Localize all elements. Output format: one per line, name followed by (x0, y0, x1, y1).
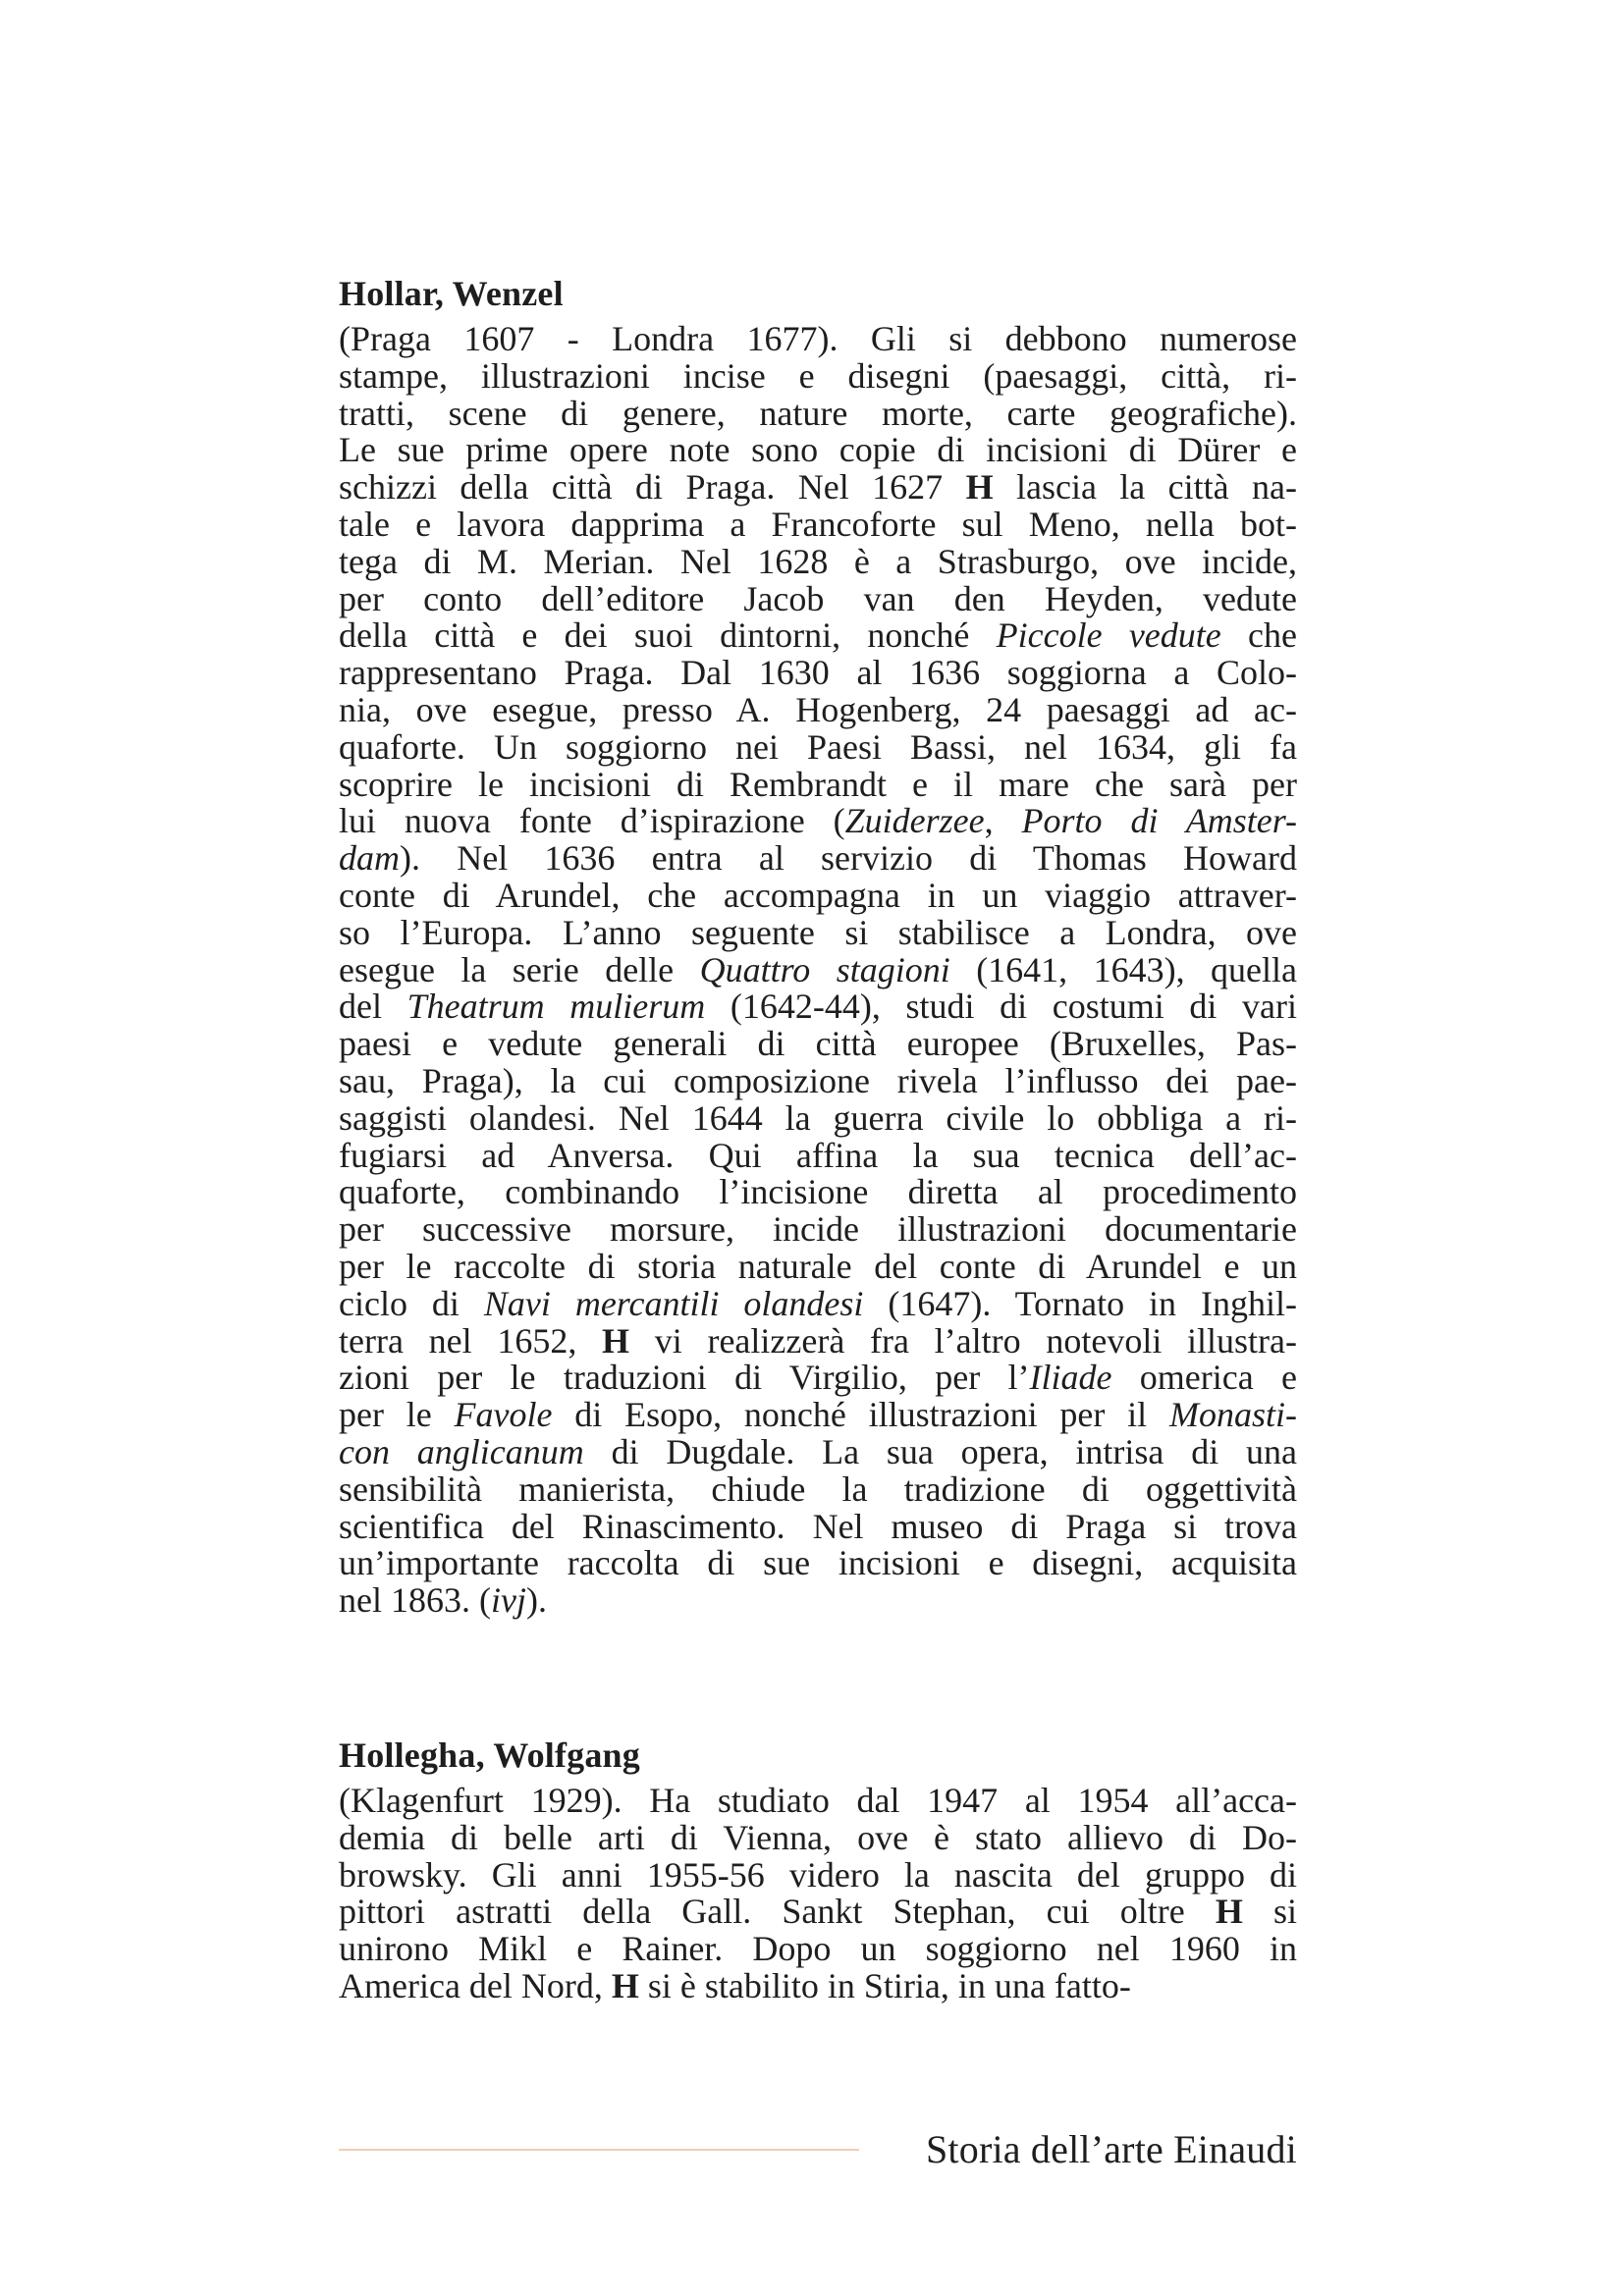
text-run: unirono Mikl e Rainer. Dopo un soggiorno nel 1960 in (339, 1929, 1297, 1969)
text-run: scientifica del Rinascimento. Nel museo di Praga si trova (339, 1506, 1297, 1546)
text-line (339, 1931, 1297, 1968)
text-run: terra nel 1652, (339, 1320, 603, 1361)
text-line (339, 875, 1297, 915)
text-run: stampe, illustrazioni incise e disegni (paesaggi, città, ri- (339, 355, 1297, 396)
text-run: so l’Europa. L’anno seguente si stabilisce a Londra, ove (339, 912, 1297, 952)
text-line (339, 1174, 1297, 1211)
text-run: rappresentano Praga. Dal 1630 al 1636 soggiorna a Colo- (339, 653, 1297, 693)
text-run: lascia la città na- (993, 467, 1297, 507)
text-run: di Esopo, nonché illustrazioni per il (552, 1395, 1169, 1435)
text-line (339, 1817, 1297, 1857)
text-line (339, 1097, 1297, 1138)
text-run: vi realizzerà fra l’altro notevoli illustra- (629, 1320, 1297, 1361)
text-run: paesi e vedute generali di città europee (Bruxelles, Pas- (339, 1024, 1297, 1064)
text-line (339, 1965, 1297, 2005)
italic-run: dam (339, 838, 400, 879)
text-run: nel 1863. ( (339, 1580, 491, 1621)
text-line (339, 949, 1298, 989)
text-run: browsky. Gli anni 1955-56 videro la nascita del gruppo di (339, 1854, 1297, 1895)
italic-run: Favole (454, 1395, 553, 1435)
italic-run: Zuiderzee (844, 801, 985, 841)
text-run: quaforte. Un soggiorno nei Paesi Bassi, nel 1634, gli fa (339, 726, 1297, 767)
italic-run: con anglicanum (339, 1431, 584, 1471)
text-run: di Dugdale. La sua opera, intrisa di una (583, 1431, 1297, 1471)
italic-run: Quattro stagioni (699, 949, 950, 989)
text-run: tale e lavora dapprima a Francoforte sul Meno, nella bot- (339, 504, 1297, 544)
italic-run: Monasti- (1169, 1395, 1297, 1435)
text-line (339, 1431, 1297, 1471)
text-run: demia di belle arti di Vienna, ove è stato allievo di Do- (339, 1817, 1297, 1857)
footer-publisher: Storia dell’arte Einaudi (925, 2127, 1297, 2171)
text-line (339, 578, 1297, 618)
text-run: quaforte, combinando l’incisione diretta al procedimento (339, 1172, 1297, 1212)
bold-run: H (602, 1320, 630, 1361)
text-run: sensibilità manierista, chiude la tradizione di oggettività (339, 1468, 1297, 1509)
bold-run: H (965, 467, 994, 507)
text-line (339, 840, 1297, 878)
text-line (339, 1854, 1297, 1895)
text-line (339, 726, 1297, 767)
text-run: tratti, scene di genere, nature morte, carte geografiche). (339, 393, 1297, 433)
text-run: ). (525, 1580, 547, 1621)
text-run: per successive morsure, incide illustrazioni documentarie (339, 1209, 1297, 1250)
text-line (339, 1135, 1297, 1175)
text-line (339, 1360, 1297, 1397)
italic-run: ivj (490, 1580, 526, 1621)
text-line (339, 1545, 1297, 1582)
text-run: pittori astratti della Gall. Sankt Stephan, cui oltre (339, 1892, 1216, 1932)
text-line (339, 988, 1297, 1026)
text-run: ciclo di (339, 1283, 484, 1323)
entry-hollar-wenzel (339, 267, 1297, 1620)
text-run: per conto dell’editore Jacob van den Heyden, vedute (339, 578, 1297, 618)
italic-run: Navi mercantili olandesi (483, 1283, 864, 1323)
text-line (339, 1246, 1297, 1286)
text-line (339, 689, 1297, 729)
text-run: Le sue prime opere note sono copie di incisioni di Dürer e (339, 430, 1297, 470)
text-run: scoprire le incisioni di Rembrandt e il mare che sarà per (339, 764, 1297, 804)
text-line (339, 1320, 1297, 1361)
text-run: conte di Arundel, che accompagna in un viaggio attraver- (339, 875, 1297, 915)
text-run: (Praga 1607 - Londra 1677). Gli si debbono numerose (339, 319, 1297, 358)
text-run: (1642-44), studi di costumi di vari (705, 987, 1298, 1027)
text-line (339, 1283, 1297, 1323)
italic-run: Piccole vedute (996, 615, 1221, 656)
text-run: (Klagenfurt 1929). Ha studiato dal 1947 al 1954 all’acca- (339, 1781, 1297, 1820)
text-line (339, 393, 1297, 433)
text-line (339, 1211, 1297, 1249)
text-line (339, 1468, 1297, 1509)
text-run: si è stabilito in Stiria, in una fatto- (638, 1965, 1131, 2005)
entry-hollegha-wolfgang (339, 1729, 1297, 2005)
bold-run: H (611, 1965, 639, 2005)
text-run: ). Nel 1636 entra al servizio di Thomas Howard (400, 838, 1297, 879)
text-line (339, 321, 1297, 358)
text-line (339, 1506, 1297, 1546)
footer-rule (339, 2149, 859, 2151)
text-line (339, 1894, 1297, 1931)
text-run: del (339, 987, 407, 1027)
text-line (339, 912, 1297, 952)
text-run: schizzi della città di Praga. Nel 1627 (339, 467, 966, 507)
text-line (339, 1397, 1297, 1434)
text-line (339, 1783, 1297, 1820)
italic-run: Iliade (1029, 1358, 1112, 1398)
text-line (339, 541, 1297, 581)
text-run: zioni per le traduzioni di Virgilio, per l’ (339, 1358, 1030, 1398)
text-run: saggisti olandesi. Nel 1644 la guerra civile lo obbliga a ri- (339, 1097, 1297, 1138)
text-line (339, 1060, 1297, 1100)
text-run: si (1242, 1892, 1297, 1932)
text-line (339, 504, 1297, 544)
text-run: , (984, 801, 1022, 841)
text-run: un’importante raccolta di sue incisioni e disegni, acquisita (339, 1543, 1297, 1583)
text-run: tega di M. Merian. Nel 1628 è a Strasburgo, ove incide, (339, 541, 1297, 581)
bold-run: H (1215, 1892, 1243, 1932)
italic-run: Porto di Amster- (1021, 801, 1298, 841)
text-run: fugiarsi ad Anversa. Qui affina la sua tecnica dell’ac- (339, 1135, 1297, 1175)
text-line (339, 803, 1297, 840)
italic-run: Theatrum mulierum (406, 987, 706, 1027)
entry-body (339, 1783, 1297, 2005)
text-run: lui nuova fonte d’ispirazione ( (339, 801, 845, 841)
text-line (339, 655, 1297, 692)
text-line (339, 432, 1297, 469)
entry-title: Hollar, Wenzel (339, 274, 564, 313)
text-run: sau, Praga), la cui composizione rivela l’influsso dei pae- (339, 1060, 1297, 1100)
text-run: che (1220, 615, 1297, 656)
text-line (339, 469, 1297, 507)
entry-title: Hollegha, Wolfgang (339, 1735, 640, 1775)
text-run: per le (339, 1395, 455, 1435)
text-run: (1641, 1643), quella (949, 949, 1298, 989)
text-run: America del Nord, (339, 1965, 612, 2005)
text-run: per le raccolte di storia naturale del conte di Arundel e un (339, 1246, 1297, 1286)
text-line (339, 1026, 1297, 1063)
text-run: della città e dei suoi dintorni, nonché (339, 615, 997, 656)
text-line (339, 617, 1297, 655)
text-run: omerica e (1111, 1358, 1297, 1398)
text-line (339, 1582, 1297, 1620)
entry-body (339, 321, 1297, 1620)
text-line (339, 355, 1297, 396)
text-run: esegue la serie delle (339, 949, 700, 989)
text-run: (1647). Tornato in Inghil- (863, 1283, 1297, 1323)
text-line (339, 764, 1297, 804)
text-run: nia, ove esegue, presso A. Hogenberg, 24 paesaggi ad ac- (339, 689, 1297, 729)
